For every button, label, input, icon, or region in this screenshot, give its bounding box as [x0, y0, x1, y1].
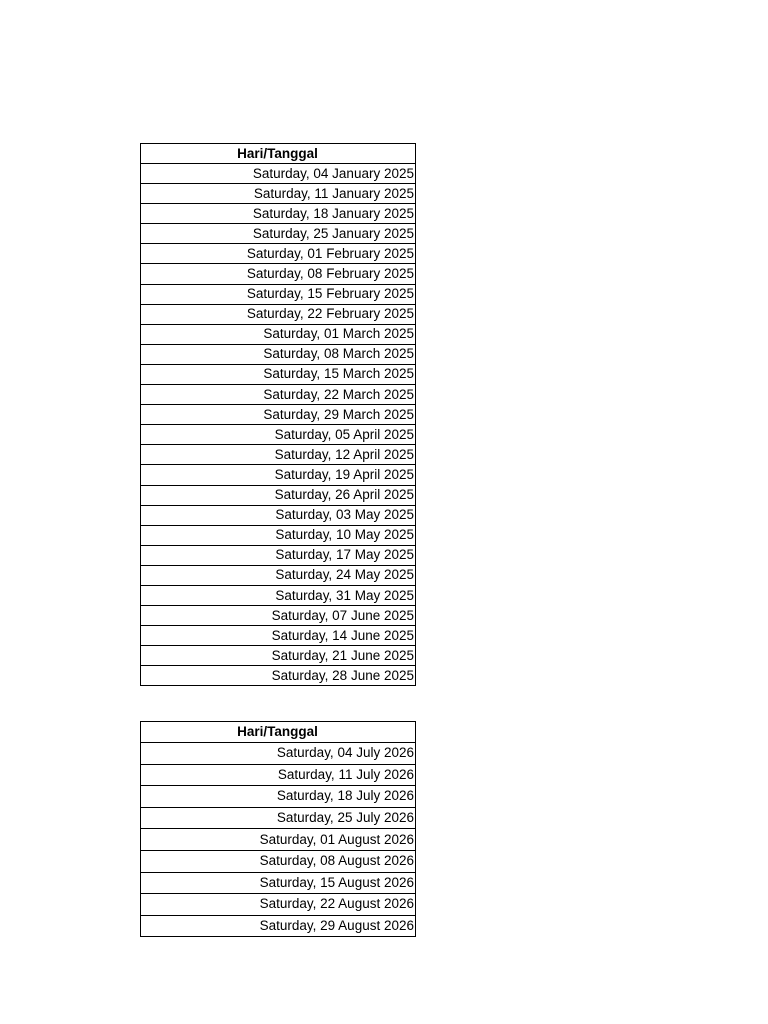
date-cell: Saturday, 11 January 2025 — [141, 184, 416, 204]
date-table-first — [140, 143, 416, 686]
date-cell: Saturday, 31 May 2025 — [141, 585, 416, 605]
date-cell: Saturday, 19 April 2025 — [141, 465, 416, 485]
date-cell: Saturday, 15 August 2026 — [141, 872, 416, 894]
table-row — [141, 626, 416, 646]
date-cell: Saturday, 22 March 2025 — [141, 385, 416, 405]
table-row — [141, 850, 416, 872]
date-cell: Saturday, 08 February 2025 — [141, 264, 416, 284]
table-header-row — [141, 144, 416, 164]
table-row — [141, 915, 416, 937]
table-row — [141, 764, 416, 786]
date-cell: Saturday, 01 March 2025 — [141, 324, 416, 344]
date-cell: Saturday, 12 April 2025 — [141, 445, 416, 465]
table-row — [141, 565, 416, 585]
date-cell: Saturday, 29 March 2025 — [141, 405, 416, 425]
table-row — [141, 284, 416, 304]
date-cell: Saturday, 18 January 2025 — [141, 204, 416, 224]
date-cell: Saturday, 04 January 2025 — [141, 164, 416, 184]
table-row — [141, 304, 416, 324]
date-cell: Saturday, 07 June 2025 — [141, 606, 416, 626]
table-row — [141, 829, 416, 851]
table-row — [141, 872, 416, 894]
table-row — [141, 465, 416, 485]
date-cell: Saturday, 24 May 2025 — [141, 565, 416, 585]
table-row — [141, 224, 416, 244]
date-cell: Saturday, 03 May 2025 — [141, 505, 416, 525]
date-cell: Saturday, 04 July 2026 — [141, 743, 416, 765]
date-cell: Saturday, 01 February 2025 — [141, 244, 416, 264]
table-row — [141, 666, 416, 686]
table-row — [141, 807, 416, 829]
date-cell: Saturday, 08 August 2026 — [141, 850, 416, 872]
date-table-second — [140, 721, 416, 937]
table-row — [141, 244, 416, 264]
date-cell: Saturday, 26 April 2025 — [141, 485, 416, 505]
table-header-row — [141, 722, 416, 743]
date-cell: Saturday, 08 March 2025 — [141, 344, 416, 364]
date-cell: Saturday, 17 May 2025 — [141, 545, 416, 565]
table-row — [141, 344, 416, 364]
table-row — [141, 485, 416, 505]
date-cell: Saturday, 05 April 2025 — [141, 425, 416, 445]
table-body — [141, 743, 416, 937]
table-row — [141, 204, 416, 224]
date-cell: Saturday, 14 June 2025 — [141, 626, 416, 646]
table-row — [141, 646, 416, 666]
table-row — [141, 184, 416, 204]
date-cell: Saturday, 22 February 2025 — [141, 304, 416, 324]
table-row — [141, 324, 416, 344]
table-row — [141, 585, 416, 605]
column-header-hari-tanggal: Hari/Tanggal — [141, 722, 416, 743]
date-cell: Saturday, 15 March 2025 — [141, 364, 416, 384]
date-cell: Saturday, 01 August 2026 — [141, 829, 416, 851]
date-cell: Saturday, 15 February 2025 — [141, 284, 416, 304]
date-cell: Saturday, 22 August 2026 — [141, 894, 416, 916]
table-row — [141, 606, 416, 626]
date-cell: Saturday, 21 June 2025 — [141, 646, 416, 666]
table-row — [141, 264, 416, 284]
date-cell: Saturday, 25 January 2025 — [141, 224, 416, 244]
table-row — [141, 545, 416, 565]
date-cell: Saturday, 18 July 2026 — [141, 786, 416, 808]
table-row — [141, 743, 416, 765]
date-cell: Saturday, 11 July 2026 — [141, 764, 416, 786]
column-header-hari-tanggal: Hari/Tanggal — [141, 144, 416, 164]
date-cell: Saturday, 29 August 2026 — [141, 915, 416, 937]
table-row — [141, 405, 416, 425]
date-cell: Saturday, 25 July 2026 — [141, 807, 416, 829]
table-row — [141, 894, 416, 916]
table-row — [141, 364, 416, 384]
table-row — [141, 505, 416, 525]
table-row — [141, 385, 416, 405]
date-cell: Saturday, 10 May 2025 — [141, 525, 416, 545]
table-row — [141, 786, 416, 808]
table-row — [141, 445, 416, 465]
table-row — [141, 164, 416, 184]
table-row — [141, 525, 416, 545]
date-cell: Saturday, 28 June 2025 — [141, 666, 416, 686]
table-row — [141, 425, 416, 445]
table-body — [141, 164, 416, 686]
